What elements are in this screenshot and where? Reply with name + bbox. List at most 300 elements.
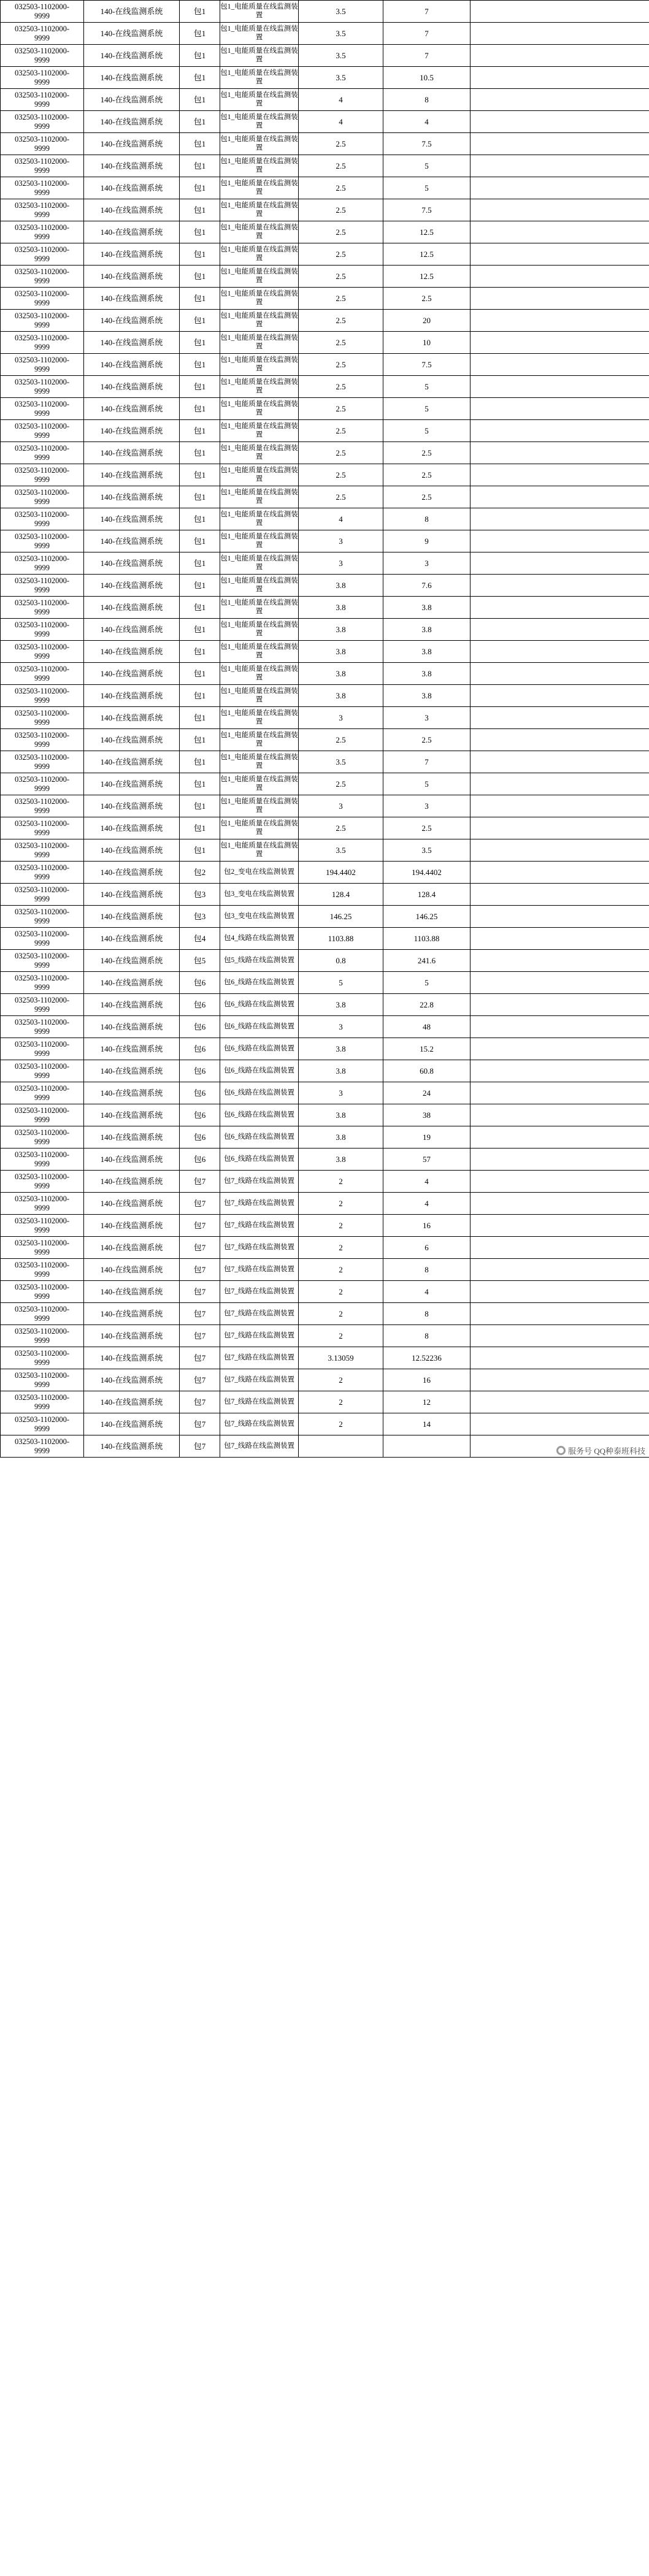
cell-package: 包1 bbox=[180, 1, 220, 23]
cell-spacer bbox=[470, 1016, 649, 1038]
cell-spacer bbox=[470, 862, 649, 884]
cell-package: 包7 bbox=[180, 1369, 220, 1391]
cell-quantity: 4 bbox=[299, 89, 383, 111]
cell-spacer bbox=[470, 508, 649, 530]
cell-quantity: 2 bbox=[299, 1325, 383, 1347]
cell-device-name: 包1_电能质量在线监测装置 bbox=[220, 199, 299, 221]
cell-spacer bbox=[470, 442, 649, 464]
cell-amount: 8 bbox=[383, 1303, 470, 1325]
cell-project-code: 032503-1102000- 9999 bbox=[1, 729, 84, 751]
cell-system-name: 140-在线监测系统 bbox=[84, 23, 180, 45]
cell-quantity: 1103.88 bbox=[299, 928, 383, 950]
table-row bbox=[1, 1171, 649, 1193]
cell-project-code: 032503-1102000- 9999 bbox=[1, 1391, 84, 1413]
cell-system-name: 140-在线监测系统 bbox=[84, 1104, 180, 1126]
cell-quantity: 3.8 bbox=[299, 1038, 383, 1060]
cell-spacer bbox=[470, 751, 649, 773]
cell-project-code: 032503-1102000- 9999 bbox=[1, 1237, 84, 1259]
cell-quantity: 2.5 bbox=[299, 773, 383, 795]
cell-amount: 12.5 bbox=[383, 221, 470, 243]
cell-quantity: 2.5 bbox=[299, 155, 383, 177]
table-row bbox=[1, 288, 649, 310]
cell-spacer bbox=[470, 597, 649, 619]
cell-spacer bbox=[470, 288, 649, 310]
cell-package: 包6 bbox=[180, 1082, 220, 1104]
cell-project-code: 032503-1102000- 9999 bbox=[1, 420, 84, 442]
cell-package: 包1 bbox=[180, 45, 220, 67]
cell-device-name: 包1_电能质量在线监测装置 bbox=[220, 111, 299, 133]
cell-package: 包1 bbox=[180, 751, 220, 773]
cell-package: 包6 bbox=[180, 1060, 220, 1082]
cell-quantity: 2 bbox=[299, 1369, 383, 1391]
cell-system-name: 140-在线监测系统 bbox=[84, 376, 180, 398]
cell-amount: 19 bbox=[383, 1126, 470, 1148]
cell-quantity: 3.5 bbox=[299, 23, 383, 45]
cell-quantity: 2 bbox=[299, 1215, 383, 1237]
cell-system-name: 140-在线监测系统 bbox=[84, 751, 180, 773]
cell-spacer bbox=[470, 1303, 649, 1325]
cell-amount: 7.6 bbox=[383, 575, 470, 597]
cell-amount: 1103.88 bbox=[383, 928, 470, 950]
cell-system-name: 140-在线监测系统 bbox=[84, 950, 180, 972]
cell-package: 包1 bbox=[180, 707, 220, 729]
table-row bbox=[1, 1237, 649, 1259]
table-row bbox=[1, 597, 649, 619]
cell-package: 包5 bbox=[180, 950, 220, 972]
cell-quantity: 2 bbox=[299, 1193, 383, 1215]
cell-device-name: 包6_线路在线监测装置 bbox=[220, 972, 299, 994]
cell-package: 包1 bbox=[180, 508, 220, 530]
cell-spacer bbox=[470, 310, 649, 332]
cell-spacer bbox=[470, 23, 649, 45]
cell-system-name: 140-在线监测系统 bbox=[84, 199, 180, 221]
cell-device-name: 包1_电能质量在线监测装置 bbox=[220, 310, 299, 332]
table-row bbox=[1, 1, 649, 23]
cell-amount: 2.5 bbox=[383, 729, 470, 751]
table-row bbox=[1, 1038, 649, 1060]
cell-project-code: 032503-1102000- 9999 bbox=[1, 839, 84, 862]
cell-system-name: 140-在线监测系统 bbox=[84, 1237, 180, 1259]
cell-package: 包6 bbox=[180, 972, 220, 994]
table-row bbox=[1, 1193, 649, 1215]
cell-package: 包7 bbox=[180, 1325, 220, 1347]
cell-project-code: 032503-1102000- 9999 bbox=[1, 155, 84, 177]
table-row bbox=[1, 1347, 649, 1369]
cell-spacer bbox=[470, 45, 649, 67]
cell-system-name: 140-在线监测系统 bbox=[84, 685, 180, 707]
cell-project-code: 032503-1102000- 9999 bbox=[1, 486, 84, 508]
cell-package: 包1 bbox=[180, 111, 220, 133]
cell-package: 包1 bbox=[180, 133, 220, 155]
cell-project-code: 032503-1102000- 9999 bbox=[1, 575, 84, 597]
cell-amount: 4 bbox=[383, 1171, 470, 1193]
cell-device-name: 包1_电能质量在线监测装置 bbox=[220, 221, 299, 243]
cell-package: 包7 bbox=[180, 1413, 220, 1435]
cell-project-code: 032503-1102000- 9999 bbox=[1, 751, 84, 773]
cell-system-name: 140-在线监测系统 bbox=[84, 464, 180, 486]
cell-package: 包1 bbox=[180, 464, 220, 486]
cell-spacer bbox=[470, 641, 649, 663]
cell-amount: 22.8 bbox=[383, 994, 470, 1016]
cell-system-name: 140-在线监测系统 bbox=[84, 1148, 180, 1171]
table-row bbox=[1, 950, 649, 972]
cell-project-code: 032503-1102000- 9999 bbox=[1, 1435, 84, 1458]
cell-quantity: 2.5 bbox=[299, 332, 383, 354]
cell-device-name: 包1_电能质量在线监测装置 bbox=[220, 575, 299, 597]
cell-spacer bbox=[470, 243, 649, 266]
cell-device-name: 包6_线路在线监测装置 bbox=[220, 994, 299, 1016]
cell-system-name: 140-在线监测系统 bbox=[84, 1391, 180, 1413]
cell-package: 包1 bbox=[180, 839, 220, 862]
cell-project-code: 032503-1102000- 9999 bbox=[1, 597, 84, 619]
cell-project-code: 032503-1102000- 9999 bbox=[1, 1369, 84, 1391]
cell-spacer bbox=[470, 199, 649, 221]
cell-device-name: 包1_电能质量在线监测装置 bbox=[220, 243, 299, 266]
cell-spacer bbox=[470, 1259, 649, 1281]
cell-system-name: 140-在线监测系统 bbox=[84, 1215, 180, 1237]
cell-amount: 2.5 bbox=[383, 288, 470, 310]
cell-system-name: 140-在线监测系统 bbox=[84, 354, 180, 376]
cell-quantity: 3.8 bbox=[299, 685, 383, 707]
cell-project-code: 032503-1102000- 9999 bbox=[1, 89, 84, 111]
cell-spacer bbox=[470, 133, 649, 155]
cell-amount: 10.5 bbox=[383, 67, 470, 89]
cell-device-name: 包1_电能质量在线监测装置 bbox=[220, 685, 299, 707]
cell-amount: 9 bbox=[383, 530, 470, 552]
cell-package: 包1 bbox=[180, 575, 220, 597]
cell-project-code: 032503-1102000- 9999 bbox=[1, 111, 84, 133]
cell-quantity: 3.8 bbox=[299, 1148, 383, 1171]
table-row bbox=[1, 376, 649, 398]
cell-package: 包1 bbox=[180, 597, 220, 619]
cell-amount: 5 bbox=[383, 972, 470, 994]
cell-device-name: 包1_电能质量在线监测装置 bbox=[220, 67, 299, 89]
cell-amount: 8 bbox=[383, 1259, 470, 1281]
cell-device-name: 包7_线路在线监测装置 bbox=[220, 1281, 299, 1303]
cell-package: 包7 bbox=[180, 1193, 220, 1215]
cell-amount: 7 bbox=[383, 751, 470, 773]
cell-package: 包1 bbox=[180, 67, 220, 89]
table-row bbox=[1, 266, 649, 288]
cell-spacer bbox=[470, 1325, 649, 1347]
cell-quantity: 2 bbox=[299, 1391, 383, 1413]
cell-spacer bbox=[470, 1171, 649, 1193]
cell-package: 包3 bbox=[180, 906, 220, 928]
cell-amount: 3.8 bbox=[383, 619, 470, 641]
cell-system-name: 140-在线监测系统 bbox=[84, 619, 180, 641]
cell-spacer bbox=[470, 619, 649, 641]
cell-amount: 48 bbox=[383, 1016, 470, 1038]
cell-quantity: 194.4402 bbox=[299, 862, 383, 884]
cell-spacer bbox=[470, 1237, 649, 1259]
cell-device-name: 包1_电能质量在线监测装置 bbox=[220, 773, 299, 795]
cell-quantity: 2.5 bbox=[299, 420, 383, 442]
cell-quantity: 2.5 bbox=[299, 243, 383, 266]
cell-package: 包4 bbox=[180, 928, 220, 950]
cell-system-name: 140-在线监测系统 bbox=[84, 398, 180, 420]
cell-quantity: 3 bbox=[299, 552, 383, 575]
cell-spacer bbox=[470, 1, 649, 23]
cell-spacer bbox=[470, 795, 649, 817]
cell-amount: 5 bbox=[383, 177, 470, 199]
cell-project-code: 032503-1102000- 9999 bbox=[1, 641, 84, 663]
cell-project-code: 032503-1102000- 9999 bbox=[1, 1082, 84, 1104]
cell-system-name: 140-在线监测系统 bbox=[84, 221, 180, 243]
table-row bbox=[1, 508, 649, 530]
cell-spacer bbox=[470, 266, 649, 288]
cell-device-name: 包4_线路在线监测装置 bbox=[220, 928, 299, 950]
cell-quantity: 3.8 bbox=[299, 597, 383, 619]
cell-device-name: 包1_电能质量在线监测装置 bbox=[220, 354, 299, 376]
table-row bbox=[1, 1060, 649, 1082]
cell-amount: 2.5 bbox=[383, 464, 470, 486]
cell-device-name: 包2_变电在线监测装置 bbox=[220, 862, 299, 884]
table-row bbox=[1, 817, 649, 839]
cell-package: 包1 bbox=[180, 199, 220, 221]
cell-project-code: 032503-1102000- 9999 bbox=[1, 1281, 84, 1303]
cell-amount: 5 bbox=[383, 773, 470, 795]
cell-project-code: 032503-1102000- 9999 bbox=[1, 663, 84, 685]
cell-project-code: 032503-1102000- 9999 bbox=[1, 552, 84, 575]
cell-device-name: 包1_电能质量在线监测装置 bbox=[220, 288, 299, 310]
cell-project-code: 032503-1102000- 9999 bbox=[1, 376, 84, 398]
cell-system-name: 140-在线监测系统 bbox=[84, 839, 180, 862]
cell-quantity: 3.8 bbox=[299, 1104, 383, 1126]
table-row bbox=[1, 89, 649, 111]
cell-amount: 16 bbox=[383, 1369, 470, 1391]
cell-device-name: 包6_线路在线监测装置 bbox=[220, 1038, 299, 1060]
cell-device-name: 包1_电能质量在线监测装置 bbox=[220, 839, 299, 862]
cell-amount: 3.8 bbox=[383, 597, 470, 619]
cell-package: 包7 bbox=[180, 1171, 220, 1193]
cell-amount: 3.8 bbox=[383, 685, 470, 707]
cell-device-name: 包1_电能质量在线监测装置 bbox=[220, 133, 299, 155]
cell-package: 包1 bbox=[180, 795, 220, 817]
cell-amount: 4 bbox=[383, 111, 470, 133]
cell-package: 包1 bbox=[180, 729, 220, 751]
cell-amount: 241.6 bbox=[383, 950, 470, 972]
cell-quantity: 4 bbox=[299, 508, 383, 530]
cell-amount: 14 bbox=[383, 1413, 470, 1435]
cell-project-code: 032503-1102000- 9999 bbox=[1, 177, 84, 199]
cell-quantity: 2.5 bbox=[299, 133, 383, 155]
cell-device-name: 包1_电能质量在线监测装置 bbox=[220, 177, 299, 199]
cell-quantity: 3 bbox=[299, 1082, 383, 1104]
table-row bbox=[1, 1303, 649, 1325]
table-row bbox=[1, 442, 649, 464]
cell-system-name: 140-在线监测系统 bbox=[84, 1259, 180, 1281]
cell-project-code: 032503-1102000- 9999 bbox=[1, 1060, 84, 1082]
cell-project-code: 032503-1102000- 9999 bbox=[1, 199, 84, 221]
cell-quantity: 3.5 bbox=[299, 751, 383, 773]
cell-package: 包7 bbox=[180, 1391, 220, 1413]
cell-device-name: 包1_电能质量在线监测装置 bbox=[220, 619, 299, 641]
table-row bbox=[1, 155, 649, 177]
cell-spacer bbox=[470, 1060, 649, 1082]
table-row bbox=[1, 23, 649, 45]
cell-device-name: 包1_电能质量在线监测装置 bbox=[220, 508, 299, 530]
cell-spacer bbox=[470, 420, 649, 442]
cell-system-name: 140-在线监测系统 bbox=[84, 1413, 180, 1435]
cell-amount bbox=[383, 1435, 470, 1458]
cell-amount: 16 bbox=[383, 1215, 470, 1237]
cell-spacer bbox=[470, 1193, 649, 1215]
cell-quantity: 3.8 bbox=[299, 663, 383, 685]
cell-amount: 4 bbox=[383, 1281, 470, 1303]
cell-amount: 4 bbox=[383, 1193, 470, 1215]
cell-spacer bbox=[470, 1126, 649, 1148]
cell-amount: 12 bbox=[383, 1391, 470, 1413]
cell-spacer bbox=[470, 376, 649, 398]
cell-system-name: 140-在线监测系统 bbox=[84, 1038, 180, 1060]
table-row bbox=[1, 707, 649, 729]
cell-project-code: 032503-1102000- 9999 bbox=[1, 1126, 84, 1148]
cell-device-name: 包3_变电在线监测装置 bbox=[220, 906, 299, 928]
table-row bbox=[1, 1082, 649, 1104]
cell-device-name: 包7_线路在线监测装置 bbox=[220, 1215, 299, 1237]
cell-amount: 7 bbox=[383, 1, 470, 23]
cell-package: 包7 bbox=[180, 1259, 220, 1281]
cell-quantity: 2 bbox=[299, 1281, 383, 1303]
cell-device-name: 包7_线路在线监测装置 bbox=[220, 1391, 299, 1413]
cell-spacer bbox=[470, 177, 649, 199]
cell-quantity: 2 bbox=[299, 1259, 383, 1281]
cell-spacer bbox=[470, 1413, 649, 1435]
cell-quantity: 4 bbox=[299, 111, 383, 133]
cell-project-code: 032503-1102000- 9999 bbox=[1, 1, 84, 23]
cell-project-code: 032503-1102000- 9999 bbox=[1, 288, 84, 310]
cell-quantity: 2 bbox=[299, 1237, 383, 1259]
cell-package: 包1 bbox=[180, 442, 220, 464]
cell-system-name: 140-在线监测系统 bbox=[84, 133, 180, 155]
cell-package: 包1 bbox=[180, 266, 220, 288]
cell-device-name: 包7_线路在线监测装置 bbox=[220, 1303, 299, 1325]
cell-project-code: 032503-1102000- 9999 bbox=[1, 1016, 84, 1038]
cell-spacer bbox=[470, 67, 649, 89]
cell-project-code: 032503-1102000- 9999 bbox=[1, 442, 84, 464]
watermark-text: 服务号 QQ种泰班科技 bbox=[567, 1447, 645, 1456]
cell-project-code: 032503-1102000- 9999 bbox=[1, 1215, 84, 1237]
cell-project-code: 032503-1102000- 9999 bbox=[1, 1104, 84, 1126]
cell-device-name: 包7_线路在线监测装置 bbox=[220, 1325, 299, 1347]
cell-project-code: 032503-1102000- 9999 bbox=[1, 332, 84, 354]
cell-amount: 8 bbox=[383, 1325, 470, 1347]
cell-project-code: 032503-1102000- 9999 bbox=[1, 464, 84, 486]
cell-package: 包2 bbox=[180, 862, 220, 884]
cell-device-name: 包1_电能质量在线监测装置 bbox=[220, 663, 299, 685]
cell-quantity: 3.8 bbox=[299, 1126, 383, 1148]
cell-project-code: 032503-1102000- 9999 bbox=[1, 1259, 84, 1281]
cell-system-name: 140-在线监测系统 bbox=[84, 862, 180, 884]
cell-package: 包1 bbox=[180, 641, 220, 663]
cell-quantity: 3 bbox=[299, 530, 383, 552]
cell-system-name: 140-在线监测系统 bbox=[84, 597, 180, 619]
cell-package: 包7 bbox=[180, 1237, 220, 1259]
cell-system-name: 140-在线监测系统 bbox=[84, 773, 180, 795]
cell-system-name: 140-在线监测系统 bbox=[84, 89, 180, 111]
cell-amount: 128.4 bbox=[383, 884, 470, 906]
cell-system-name: 140-在线监测系统 bbox=[84, 1126, 180, 1148]
cell-spacer bbox=[470, 1148, 649, 1171]
cell-spacer bbox=[470, 530, 649, 552]
cell-package: 包7 bbox=[180, 1435, 220, 1458]
table-row bbox=[1, 1259, 649, 1281]
cell-system-name: 140-在线监测系统 bbox=[84, 552, 180, 575]
cell-device-name: 包6_线路在线监测装置 bbox=[220, 1104, 299, 1126]
table-row bbox=[1, 420, 649, 442]
cell-quantity: 3.8 bbox=[299, 1060, 383, 1082]
cell-device-name: 包5_线路在线监测装置 bbox=[220, 950, 299, 972]
cell-package: 包1 bbox=[180, 221, 220, 243]
cell-project-code: 032503-1102000- 9999 bbox=[1, 994, 84, 1016]
cell-quantity: 3.5 bbox=[299, 45, 383, 67]
cell-system-name: 140-在线监测系统 bbox=[84, 928, 180, 950]
cell-package: 包6 bbox=[180, 1038, 220, 1060]
cell-device-name: 包1_电能质量在线监测装置 bbox=[220, 817, 299, 839]
cell-package: 包1 bbox=[180, 310, 220, 332]
cell-quantity: 2.5 bbox=[299, 398, 383, 420]
table-row bbox=[1, 398, 649, 420]
cell-quantity: 2.5 bbox=[299, 729, 383, 751]
cell-amount: 5 bbox=[383, 420, 470, 442]
table-row bbox=[1, 685, 649, 707]
cell-system-name: 140-在线监测系统 bbox=[84, 442, 180, 464]
cell-spacer bbox=[470, 906, 649, 928]
cell-device-name: 包6_线路在线监测装置 bbox=[220, 1082, 299, 1104]
cell-amount: 7.5 bbox=[383, 199, 470, 221]
cell-spacer bbox=[470, 1369, 649, 1391]
cell-quantity: 2.5 bbox=[299, 266, 383, 288]
cell-project-code: 032503-1102000- 9999 bbox=[1, 1038, 84, 1060]
cell-system-name: 140-在线监测系统 bbox=[84, 1082, 180, 1104]
cell-quantity: 128.4 bbox=[299, 884, 383, 906]
cell-device-name: 包1_电能质量在线监测装置 bbox=[220, 486, 299, 508]
table-row bbox=[1, 45, 649, 67]
cell-project-code: 032503-1102000- 9999 bbox=[1, 221, 84, 243]
cell-device-name: 包3_变电在线监测装置 bbox=[220, 884, 299, 906]
cell-amount: 3 bbox=[383, 795, 470, 817]
cell-system-name: 140-在线监测系统 bbox=[84, 906, 180, 928]
cell-quantity: 3.8 bbox=[299, 575, 383, 597]
cell-system-name: 140-在线监测系统 bbox=[84, 486, 180, 508]
cell-device-name: 包7_线路在线监测装置 bbox=[220, 1413, 299, 1435]
cell-project-code: 032503-1102000- 9999 bbox=[1, 23, 84, 45]
cell-project-code: 032503-1102000- 9999 bbox=[1, 508, 84, 530]
cell-amount: 7 bbox=[383, 23, 470, 45]
cell-system-name: 140-在线监测系统 bbox=[84, 1, 180, 23]
cell-project-code: 032503-1102000- 9999 bbox=[1, 1148, 84, 1171]
cell-device-name: 包1_电能质量在线监测装置 bbox=[220, 641, 299, 663]
cell-quantity: 2.5 bbox=[299, 354, 383, 376]
cell-spacer bbox=[470, 332, 649, 354]
cell-project-code: 032503-1102000- 9999 bbox=[1, 817, 84, 839]
cell-quantity: 3.5 bbox=[299, 1, 383, 23]
cell-spacer bbox=[470, 972, 649, 994]
cell-project-code: 032503-1102000- 9999 bbox=[1, 928, 84, 950]
cell-system-name: 140-在线监测系统 bbox=[84, 1325, 180, 1347]
cell-amount: 8 bbox=[383, 89, 470, 111]
cell-project-code: 032503-1102000- 9999 bbox=[1, 266, 84, 288]
cell-amount: 5 bbox=[383, 376, 470, 398]
cell-package: 包6 bbox=[180, 1126, 220, 1148]
table-row bbox=[1, 751, 649, 773]
cell-project-code: 032503-1102000- 9999 bbox=[1, 398, 84, 420]
cell-system-name: 140-在线监测系统 bbox=[84, 1193, 180, 1215]
cell-project-code: 032503-1102000- 9999 bbox=[1, 1303, 84, 1325]
cell-spacer bbox=[470, 994, 649, 1016]
cell-system-name: 140-在线监测系统 bbox=[84, 1435, 180, 1458]
cell-project-code: 032503-1102000- 9999 bbox=[1, 773, 84, 795]
